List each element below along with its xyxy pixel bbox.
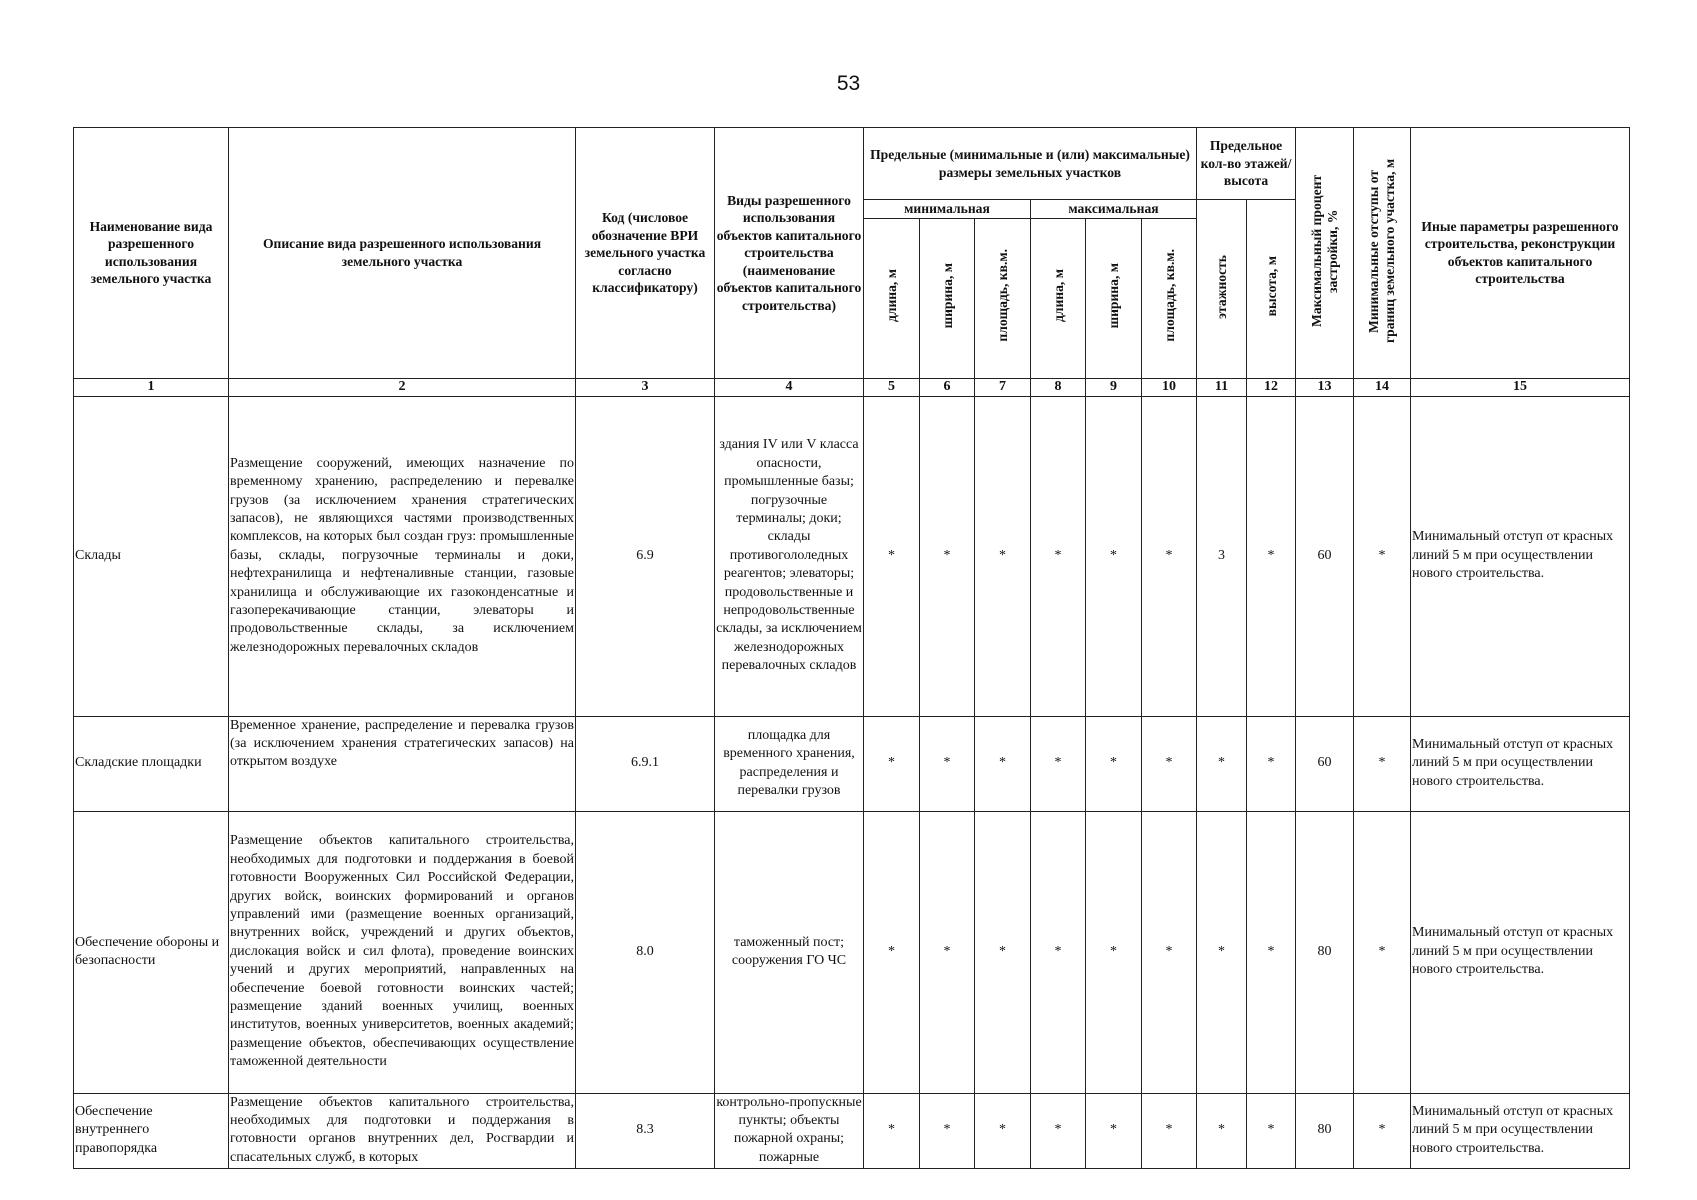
- row-setback: *: [1354, 1093, 1411, 1168]
- page-number: 53: [836, 72, 861, 95]
- row-max-length: *: [1031, 716, 1086, 811]
- row-floors: *: [1197, 716, 1247, 811]
- col-header-percent: Максимальный процент застройки, %: [1296, 128, 1354, 379]
- row-min-area: *: [975, 716, 1031, 811]
- row-setback: *: [1354, 716, 1411, 811]
- row-min-length: *: [864, 1093, 920, 1168]
- col-number: 9: [1086, 378, 1142, 396]
- col-number: 5: [864, 378, 920, 396]
- row-percent: 80: [1296, 811, 1354, 1093]
- row-min-area: *: [975, 811, 1031, 1093]
- land-use-table: [73, 127, 1630, 1169]
- col-header-min-length: длина, м: [864, 218, 920, 378]
- row-name: Склады: [74, 396, 229, 716]
- row-min-width: *: [920, 396, 975, 716]
- col-header-floors: этажность: [1197, 200, 1247, 379]
- row-max-width: *: [1086, 716, 1142, 811]
- row-min-width: *: [920, 811, 975, 1093]
- col-number: 4: [715, 378, 864, 396]
- table-row: [74, 396, 1630, 716]
- row-min-width: *: [920, 716, 975, 811]
- row-other-params: Минимальный отступ от красных линий 5 м при осуществлении нового строительства.: [1411, 396, 1630, 716]
- row-max-area: *: [1142, 716, 1197, 811]
- row-setback: *: [1354, 811, 1411, 1093]
- row-code: 8.3: [576, 1093, 715, 1168]
- row-description: Временное хранение, распределение и перевалка грузов (за исключением хранения стратегических запасов) на открытом воздухе: [229, 716, 576, 811]
- col-number: 8: [1031, 378, 1086, 396]
- row-objects: контрольно-пропускные пункты; объекты пожарной охраны; пожарные: [715, 1093, 864, 1168]
- row-objects: площадка для временного хранения, распределения и перевалки грузов: [715, 716, 864, 811]
- row-description: Размещение объектов капитального строительства, необходимых для подготовки и поддержания в боевой готовности Вооруженных Сил Российской Федерации, других войск, воинских формирований и органов управлений ими (размещение военных организаций, внутренних войск, учреждений и других объектов, дислокация войск и сил флота), проведение воинских учений и других мероприятий, направленных на обеспечение боевой готовности воинских частей; размещение зданий военных училищ, военных институтов, военных университетов, военных академий; размещение объектов, обеспечивающих осуществление таможенной деятельности: [229, 811, 576, 1093]
- col-header-min: минимальная: [864, 200, 1031, 219]
- row-other-params: Минимальный отступ от красных линий 5 м при осуществлении нового строительства.: [1411, 1093, 1630, 1168]
- row-max-area: *: [1142, 396, 1197, 716]
- row-height: *: [1247, 716, 1296, 811]
- row-setback: *: [1354, 396, 1411, 716]
- row-floors: *: [1197, 1093, 1247, 1168]
- row-max-length: *: [1031, 811, 1086, 1093]
- row-percent: 80: [1296, 1093, 1354, 1168]
- row-objects: таможенный пост; сооружения ГО ЧС: [715, 811, 864, 1093]
- col-header-code: Код (числовое обозначение ВРИ земельного участка согласно классификатору): [576, 128, 715, 379]
- col-header-plot-sizes: Предельные (минимальные и (или) максимальные) размеры земельных участков: [864, 128, 1197, 200]
- col-header-name: Наименование вида разрешенного использования земельного участка: [74, 128, 229, 379]
- row-code: 6.9: [576, 396, 715, 716]
- header-row-1: [74, 128, 1630, 200]
- row-max-width: *: [1086, 1093, 1142, 1168]
- col-number: 10: [1142, 378, 1197, 396]
- col-header-max-area: площадь, кв.м.: [1142, 218, 1197, 378]
- row-code: 8.0: [576, 811, 715, 1093]
- col-number: 3: [576, 378, 715, 396]
- row-min-length: *: [864, 716, 920, 811]
- col-header-min-width: ширина, м: [920, 218, 975, 378]
- row-description: Размещение объектов капитального строительства, необходимых для подготовки и поддержания в готовности органов внутренних дел, Росгвардии и спасательных служб, в которых: [229, 1093, 576, 1168]
- row-percent: 60: [1296, 396, 1354, 716]
- col-header-description: Описание вида разрешенного использования земельного участка: [229, 128, 576, 379]
- col-header-height: высота, м: [1247, 200, 1296, 379]
- table-row: [74, 716, 1630, 811]
- col-number: 1: [74, 378, 229, 396]
- col-header-other: Иные параметры разрешенного строительства, реконструкции объектов капитального строительства: [1411, 128, 1630, 379]
- row-floors: 3: [1197, 396, 1247, 716]
- row-name: Складские площадки: [74, 716, 229, 811]
- table-row: [74, 811, 1630, 1093]
- row-max-length: *: [1031, 1093, 1086, 1168]
- col-number: 2: [229, 378, 576, 396]
- row-min-length: *: [864, 396, 920, 716]
- table-row: [74, 1093, 1630, 1168]
- row-min-area: *: [975, 1093, 1031, 1168]
- row-code: 6.9.1: [576, 716, 715, 811]
- col-number: 6: [920, 378, 975, 396]
- row-floors: *: [1197, 811, 1247, 1093]
- row-min-length: *: [864, 811, 920, 1093]
- col-header-min-area: площадь, кв.м.: [975, 218, 1031, 378]
- column-numbers-row: [74, 378, 1630, 396]
- col-number: 13: [1296, 378, 1354, 396]
- col-header-objects: Виды разрешенного использования объектов капитального строительства (наименование объектов капитального строительства): [715, 128, 864, 379]
- row-max-length: *: [1031, 396, 1086, 716]
- row-percent: 60: [1296, 716, 1354, 811]
- row-other-params: Минимальный отступ от красных линий 5 м при осуществлении нового строительства.: [1411, 811, 1630, 1093]
- row-height: *: [1247, 811, 1296, 1093]
- col-number: 15: [1411, 378, 1630, 396]
- col-number: 12: [1247, 378, 1296, 396]
- col-number: 14: [1354, 378, 1411, 396]
- row-name: Обеспечение внутреннего правопорядка: [74, 1093, 229, 1168]
- col-header-max-width: ширина, м: [1086, 218, 1142, 378]
- row-height: *: [1247, 396, 1296, 716]
- row-name: Обеспечение обороны и безопасности: [74, 811, 229, 1093]
- col-header-floors-group: Предельное кол-во этажей/ высота: [1197, 128, 1296, 200]
- row-max-area: *: [1142, 811, 1197, 1093]
- row-max-width: *: [1086, 396, 1142, 716]
- col-number: 11: [1197, 378, 1247, 396]
- row-height: *: [1247, 1093, 1296, 1168]
- row-objects: здания IV или V класса опасности, промышленные базы; погрузочные терминалы; доки; склады противогололедных реагентов; элеваторы; продовольственные и непродовольственные склады, за исключением железнодорожных перевалочных складов: [715, 396, 864, 716]
- row-description: Размещение сооружений, имеющих назначение по временному хранению, распределению и перевалке грузов (за исключением хранения стратегических запасов), не являющихся частями производственных комплексов, на которых был создан груз: промышленные базы, склады, погрузочные терминалы и доки, нефтехранилища и нефтеналивные станции, газовые хранилища и обслуживающие их газоконденсатные и газоперекачивающие станции, элеваторы и продовольственные склады, за исключением железнодорожных перевалочных складов: [229, 396, 576, 716]
- col-header-max: максимальная: [1031, 200, 1197, 219]
- row-max-area: *: [1142, 1093, 1197, 1168]
- row-min-width: *: [920, 1093, 975, 1168]
- row-other-params: Минимальный отступ от красных линий 5 м при осуществлении нового строительства.: [1411, 716, 1630, 811]
- col-header-setback: Минимальные отступы от границ земельного участка, м: [1354, 128, 1411, 379]
- row-max-width: *: [1086, 811, 1142, 1093]
- col-header-max-length: длина, м: [1031, 218, 1086, 378]
- col-number: 7: [975, 378, 1031, 396]
- row-min-area: *: [975, 396, 1031, 716]
